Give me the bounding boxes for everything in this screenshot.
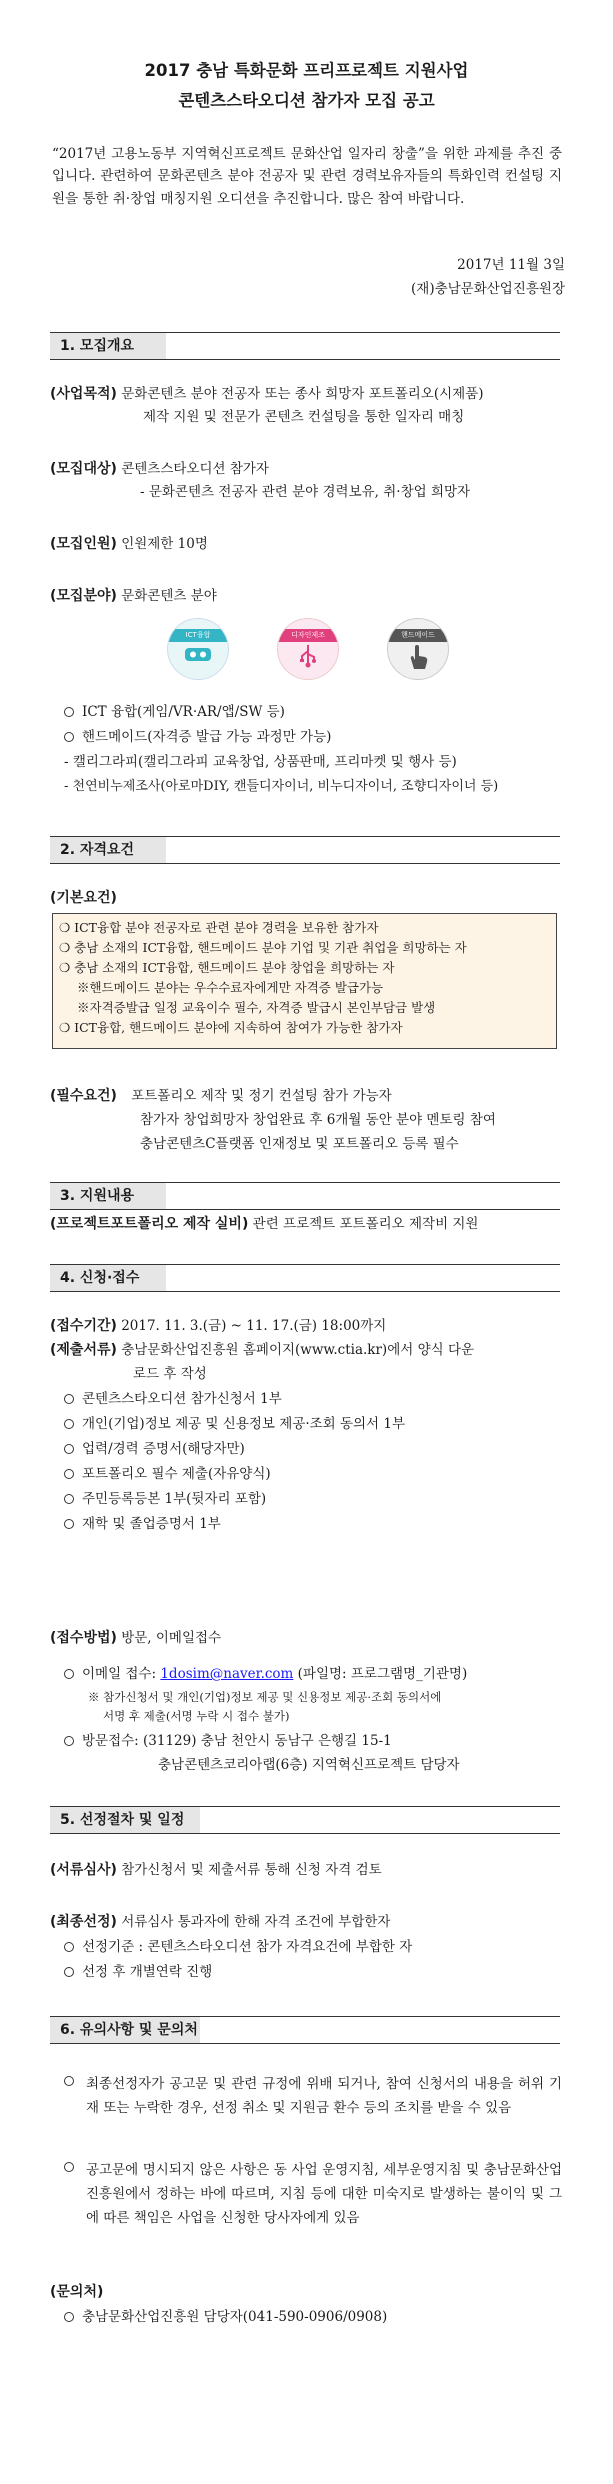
basic-requirements-box xyxy=(52,913,557,1049)
vr-headset-icon xyxy=(183,643,213,667)
target-line-2: - 문화콘텐츠 전공자 관련 분야 경력보유, 취·창업 희망자 xyxy=(140,484,471,500)
email-note-1: ※ 참가신청서 및 개인(기업)정보 제공 및 신용정보 제공·조회 동의서에 xyxy=(88,1690,442,1704)
usb-icon xyxy=(293,643,323,669)
doc-item: 주민등록등본 1부(뒷자리 포함) xyxy=(64,1489,579,1510)
contact-row: 충남문화산업진흥원 담당자(041-590-0906/0908) xyxy=(64,2307,579,2328)
target-row: (모집대상) 콘텐츠스타오디션 참가자 xyxy=(50,461,269,477)
docs-line-2: 로드 후 작성 xyxy=(133,1366,207,1382)
section-heading-6: 6. 유의사항 및 문의처 xyxy=(50,2016,560,2044)
selection-item: 선정 후 개별연락 진행 xyxy=(64,1962,579,1983)
section-heading-3: 3. 지원내용 xyxy=(50,1182,560,1210)
email-link[interactable]: 1dosim@naver.com xyxy=(160,1666,294,1682)
doc-review-row: (서류심사) 참가신청서 및 제출서류 통해 신청 자격 검토 xyxy=(50,1862,382,1878)
notice-item-1: 최종선정자가 공고문 및 관련 규정에 위배 되거나, 참여 신청서의 내용을 허위 기재 또는 누락한 경우, 선정 취소 및 지원금 환수 등의 조치를 받을 수 있음 xyxy=(64,2072,562,2120)
field-row: (모집분야) 문화콘텐츠 분야 xyxy=(50,588,217,604)
section-heading-1: 1. 모집개요 xyxy=(50,332,560,360)
field-item-handmade: 핸드메이드(자격증 발급 가능 과정만 가능) xyxy=(64,727,579,748)
basic-req-line: ❍ ICT융합, 핸드메이드 분야에 지속하여 참여가 가능한 참가자 xyxy=(59,1020,403,1035)
basic-req-note: ※자격증발급 일정 교육이수 필수, 자격증 발급시 본인부담금 발생 xyxy=(77,1000,436,1015)
intro-paragraph: “2017년 고용노동부 지역혁신프로젝트 문화산업 일자리 창출”을 위한 과제를 추진 중입니다. 관련하여 문화콘텐츠 분야 전공자 및 관련 경력보유자들의 특화인력 컨설팅 지원을 통한 취·창업 매칭지원 오디션을 추진합니다. 많은 참여 바랍니다. xyxy=(52,146,562,207)
title-line-1: 2017 충남 특화문화 프리프로젝트 지원사업 xyxy=(144,61,469,80)
announce-date: 2017년 11월 3일 xyxy=(457,257,565,273)
design-manufacture-icon: 디자인제조 xyxy=(277,618,339,680)
method-row: (접수방법) 방문, 이메일접수 xyxy=(50,1630,222,1646)
required-line-2: 참가자 창업희망자 창업완료 후 6개월 동안 분야 멘토링 참여 xyxy=(140,1112,496,1128)
section-heading-5: 5. 선정절차 및 일정 xyxy=(50,1806,560,1834)
ict-fusion-icon: ICT융합 xyxy=(167,618,229,680)
section-heading-4: 4. 신청·접수 xyxy=(50,1264,560,1292)
count-row: (모집인원) 인원제한 10명 xyxy=(50,536,208,552)
field-subitem-soap: - 천연비누제조사(아로마DIY, 캔들디자이너, 비누디자이너, 조향디자이너 등) xyxy=(64,779,499,794)
purpose-row: (사업목적) 문화콘텐츠 분야 전공자 또는 종사 희망자 포트폴리오(시제품) xyxy=(50,386,484,402)
hand-icon xyxy=(403,643,433,671)
visit-line-2: 충남콘텐츠코리아랩(6층) 지역혁신프로젝트 담당자 xyxy=(158,1757,460,1773)
basic-req-line: ❍ ICT융합 분야 전공자로 관련 분야 경력을 보유한 참가자 xyxy=(59,920,379,935)
section-heading-2: 2. 자격요건 xyxy=(50,836,560,864)
field-subitem-calligraphy: - 캘리그라피(캘리그라피 교육창업, 상품판매, 프리마켓 및 행사 등) xyxy=(64,754,457,770)
notice-item-2: 공고문에 명시되지 않은 사항은 동 사업 운영지침, 세부운영지침 및 충남문화산업진흥원에서 정하는 바에 따르며, 지침 등에 대한 미숙지로 발생하는 불이익 및 그에 따른 책임은 사업을 신청한 당사자에게 있음 xyxy=(64,2158,562,2230)
field-item-ict: ICT 융합(게임/VR·AR/앱/SW 등) xyxy=(64,702,579,723)
doc-item: 개인(기업)정보 제공 및 신용정보 제공·조회 동의서 1부 xyxy=(64,1414,579,1435)
doc-item: 콘텐츠스타오디션 참가신청서 1부 xyxy=(64,1389,579,1410)
basic-req-line: ❍ 충남 소재의 ICT융합, 핸드메이드 분야 기업 및 기관 취업을 희망하는 자 xyxy=(59,940,467,955)
required-row: (필수요건) 포트폴리오 제작 및 정기 컨설팅 참가 가능자 xyxy=(50,1088,392,1104)
handmade-icon: 핸드메이드 xyxy=(387,618,449,680)
basic-req-label: (기본요건) xyxy=(50,890,117,906)
doc-item: 업력/경력 증명서(해당자만) xyxy=(64,1439,579,1460)
selection-item: 선정기준 : 콘텐츠스타오디션 참가 자격요건에 부합한 자 xyxy=(64,1937,579,1958)
basic-req-note: ※핸드메이드 분야는 우수수료자에게만 자격증 발급가능 xyxy=(77,980,384,995)
doc-item: 재학 및 졸업증명서 1부 xyxy=(64,1514,579,1535)
basic-req-line: ❍ 충남 소재의 ICT융합, 핸드메이드 분야 창업을 희망하는 자 xyxy=(59,960,395,975)
docs-row: (제출서류) 충남문화산업진흥원 홈페이지(www.ctia.kr)에서 양식 다운 xyxy=(50,1342,475,1358)
purpose-line-2: 제작 지원 및 전문가 콘텐츠 컨설팅을 통한 일자리 매칭 xyxy=(143,409,465,425)
final-selection-row: (최종선정) 서류심사 통과자에 한해 자격 조건에 부합한자 xyxy=(50,1914,391,1930)
announce-org: (재)충남문화산업진흥원장 xyxy=(411,281,565,297)
email-note-2: 서명 후 제출(서명 누락 시 접수 불가) xyxy=(103,1709,290,1723)
period-row: (접수기간) 2017. 11. 3.(금) ~ 11. 17.(금) 18:00까지 xyxy=(50,1318,387,1334)
doc-item: 포트폴리오 필수 제출(자유양식) xyxy=(64,1464,579,1485)
email-row: 이메일 접수: 1dosim@naver.com (파일명: 프로그램명_기관명) xyxy=(64,1664,579,1685)
support-row: (프로젝트포트폴리오 제작 실비) 관련 프로젝트 포트폴리오 제작비 지원 xyxy=(50,1216,479,1232)
required-line-3: 충남콘텐츠C플랫폼 인재정보 및 포트폴리오 등록 필수 xyxy=(140,1136,459,1152)
contact-label: (문의처) xyxy=(50,2284,104,2300)
title-line-2: 콘텐츠스타오디션 참가자 모집 공고 xyxy=(178,91,435,110)
visit-row: 방문접수: (31129) 충남 천안시 동남구 은행길 15-1 xyxy=(64,1731,579,1752)
